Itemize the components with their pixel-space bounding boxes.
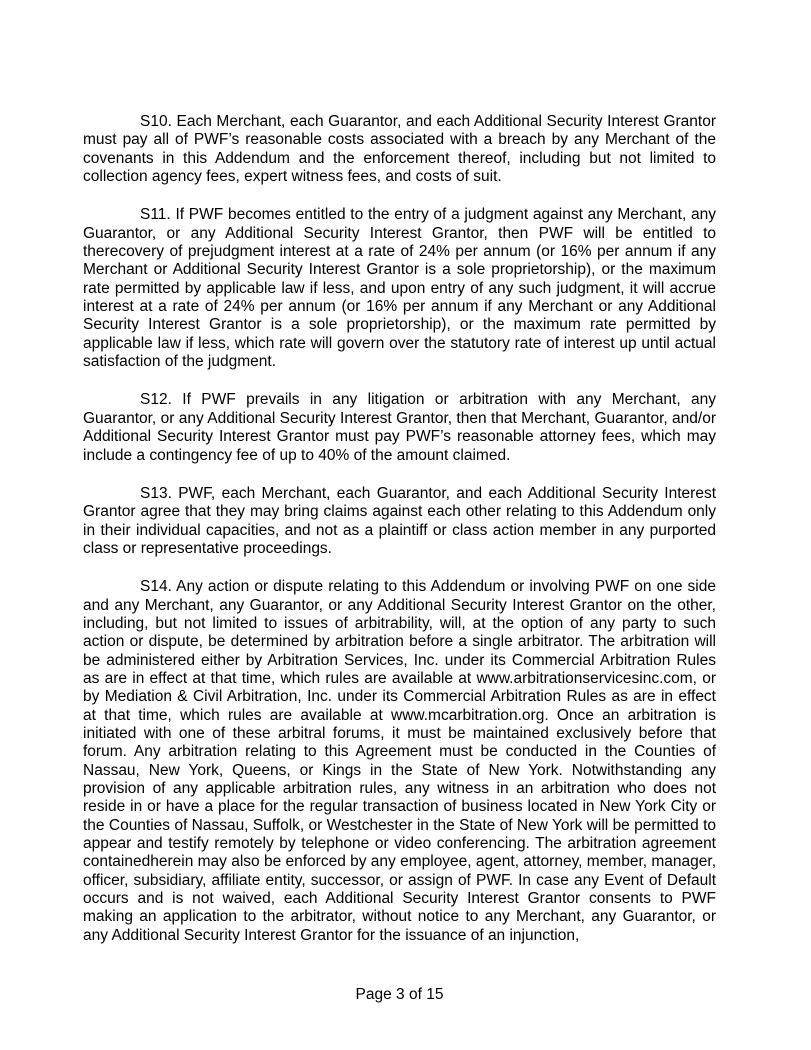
- paragraph-s10: S10. Each Merchant, each Guarantor, and each Additional Security Interest Grantor must pay all of PWF’s reasonable costs associated with a breach by any Merchant of the covenants in this Addendum and the enforcement thereof, including but not limited to collection agency fees, expert witness fees, and costs of suit.: [83, 113, 716, 186]
- paragraph-s14: S14. Any action or dispute relating to this Addendum or involving PWF on one side and any Merchant, any Guarantor, or any Additional Security Interest Grantor on the other, including, but not limited to issues of arbitrability, will, at the option of any party to such action or dispute, be determined by arbitration before a single arbitrator. The arbitration will be administered either by Arbitration Services, Inc. under its Commercial Arbitration Rules as are in effect at that time, which rules are available at www.arbitrationservicesinc.com, or by Mediation & Civil Arbitration, Inc. under its Commercial Arbitration Rules as are in effect at that time, which rules are available at www.mcarbitration.org. Once an arbitration is initiated with one of these arbitral forums, it must be maintained exclusively before that forum. Any arbitration relating to this Agreement must be conducted in the Counties of Nassau, New York, Queens, or Kings in the State of New York. Notwithstanding any provision of any applicable arbitration rules, any witness in an arbitration who does not reside in or have a place for the regular transaction of business located in New York City or the Counties of Nassau, Suffolk, or Westchester in the State of New York will be permitted to appear and testify remotely by telephone or video conferencing. The arbitration agreement containedherein may also be enforced by any employee, agent, attorney, member, manager, officer, subsidiary, affiliate entity, successor, or assign of PWF. In case any Event of Default occurs and is not waived, each Additional Security Interest Grantor consents to PWF making an application to the arbitrator, without notice to any Merchant, any Guarantor, or any Additional Security Interest Grantor for the issuance of an injunction,: [83, 578, 717, 944]
- paragraph-s13: S13. PWF, each Merchant, each Guarantor, and each Additional Security Interest Grantor agree that they may bring claims against each other relating to this Addendum only in their individual capacities, and not as a plaintiff or class action member in any purported class or representative proceedings.: [83, 484, 716, 557]
- paragraph-s11: S11. If PWF becomes entitled to the entry of a judgment against any Merchant, any Guarantor, or any Additional Security Interest Grantor, then PWF will be entitled to therecovery of prejudgment interest at a rate of 24% per annum (or 16% per annum if any Merchant or Additional Security Interest Grantor is a sole proprietorship), or the maximum rate permitted by applicable law if less, and upon entry of any such judgment, it will accrue interest at a rate of 24% per annum (or 16% per annum if any Merchant or any Additional Security Interest Grantor is a sole proprietorship), or the maximum rate permitted by applicable law if less, which rate will govern over the statutory rate of interest up until actual satisfaction of the judgment.: [83, 206, 716, 371]
- document-body: [83, 113, 716, 945]
- page-number-footer: Page 3 of 15: [355, 986, 444, 1003]
- paragraph-s12: S12. If PWF prevails in any litigation or arbitration with any Merchant, any Guarantor, or any Additional Security Interest Grantor, then that Merchant, Guarantor, and/or Additional Security Interest Grantor must pay PWF’s reasonable attorney fees, which may include a contingency fee of up to 40% of the amount claimed.: [83, 391, 716, 464]
